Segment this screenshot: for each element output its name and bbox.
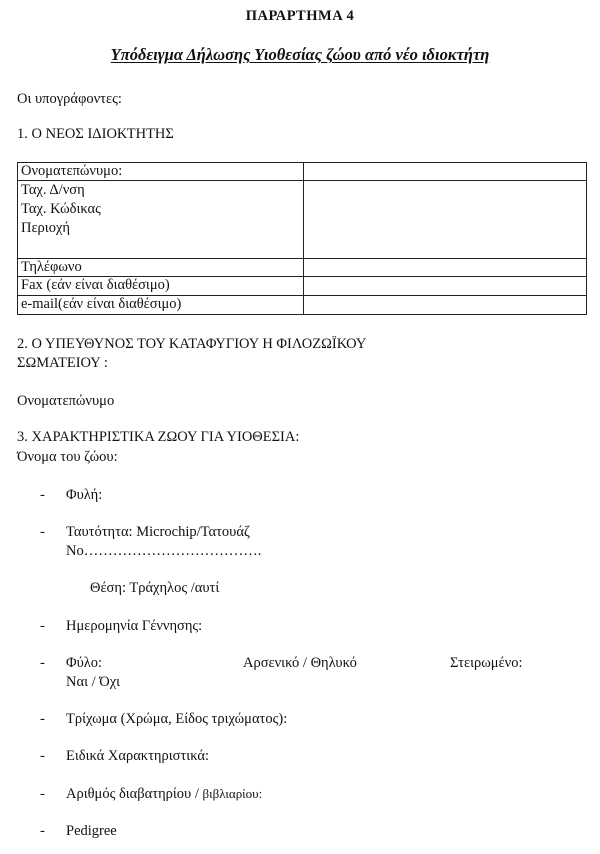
- passport-label: [66, 786, 262, 803]
- bullet-dash: -: [40, 748, 45, 764]
- table-row-phone: [18, 259, 587, 277]
- neutered-options: Ναι / Όχι: [66, 674, 121, 690]
- fax-field[interactable]: [304, 277, 587, 296]
- identity-position-label: Θέση: Τράχηλος /αυτί: [90, 580, 220, 596]
- table-row-email: [18, 296, 587, 315]
- section1-heading: 1. Ο ΝΕΟΣ ΙΔΙΟΚΤΗΤΗΣ: [17, 126, 174, 142]
- passport-number-label: Αριθμός διαβατηρίου: [66, 786, 192, 802]
- coat-label: Τρίχωμα (Χρώμα, Είδος τριχώματος):: [66, 711, 288, 727]
- table-row-address: [18, 181, 587, 259]
- bullet-dash: -: [40, 487, 45, 503]
- fax-label: Fax (εάν είναι διαθέσιμο): [18, 277, 304, 296]
- new-owner-table: [17, 162, 587, 315]
- phone-field[interactable]: [304, 259, 587, 277]
- birthdate-label: Ημερομηνία Γέννησης:: [66, 618, 203, 634]
- annex-label: ΠΑΡΑΡΤΗΜΑ 4: [245, 8, 355, 24]
- identity-label: Ταυτότητα: Microchip/Τατουάζ: [66, 524, 250, 540]
- postal-code-label: Ταχ. Κώδικας: [21, 201, 101, 217]
- neutered-label: Στειρωμένο:: [450, 655, 523, 671]
- booklet-label: βιβλιαρίου:: [202, 786, 263, 801]
- bullet-dash: -: [40, 655, 45, 671]
- breed-label: Φυλή:: [66, 487, 103, 503]
- bullet-dash: -: [40, 618, 45, 634]
- document-title: Υπόδειγμα Δήλωσης Υιοθεσίας ζώου από νέο ιδιοκτήτη: [110, 45, 490, 64]
- sex-label: Φύλο:: [66, 655, 103, 671]
- fullname-field[interactable]: [304, 163, 587, 181]
- animal-name-label: Όνομα του ζώου:: [17, 449, 118, 465]
- fullname-label: Ονοματεπώνυμο:: [18, 163, 304, 181]
- sex-options: Αρσενικό / Θηλυκό: [243, 655, 357, 671]
- shelter-fullname-label: Ονοματεπώνυμο: [17, 393, 115, 409]
- special-features-label: Ειδικά Χαρακτηριστικά:: [66, 748, 209, 764]
- table-row-fullname: [18, 163, 587, 181]
- bullet-dash: -: [40, 524, 45, 540]
- bullet-dash: -: [40, 786, 45, 802]
- phone-label: Τηλέφωνο: [18, 259, 304, 277]
- address-field[interactable]: [304, 181, 587, 259]
- section2-heading-line2: ΣΩΜΑΤΕΙΟΥ :: [17, 355, 108, 371]
- email-label: e-mail(εάν είναι διαθέσιμο): [18, 296, 304, 315]
- section2-heading-line1: 2. Ο ΥΠΕΥΘΥΝΟΣ ΤΟΥ ΚΑΤΑΦΥΓΙΟΥ Η ΦΙΛΟΖΩΪΚΟΥ: [17, 336, 367, 352]
- table-row-fax: [18, 277, 587, 296]
- bullet-dash: -: [40, 823, 45, 839]
- address-cell: [18, 181, 304, 259]
- section3-heading: 3. ΧΑΡΑΚΤΗΡΙΣΤΙΚΑ ΖΩΟΥ ΓΙΑ ΥΙΟΘΕΣΙΑ:: [17, 429, 300, 445]
- email-field[interactable]: [304, 296, 587, 315]
- passport-separator: /: [191, 786, 203, 802]
- address-label: Ταχ. Δ/νση: [21, 182, 85, 198]
- pedigree-label: Pedigree: [66, 823, 117, 839]
- area-label: Περιοχή: [21, 220, 70, 236]
- bullet-dash: -: [40, 711, 45, 727]
- signatories-intro: Οι υπογράφοντες:: [17, 91, 122, 107]
- identity-number-field: No……………………………….: [66, 543, 262, 559]
